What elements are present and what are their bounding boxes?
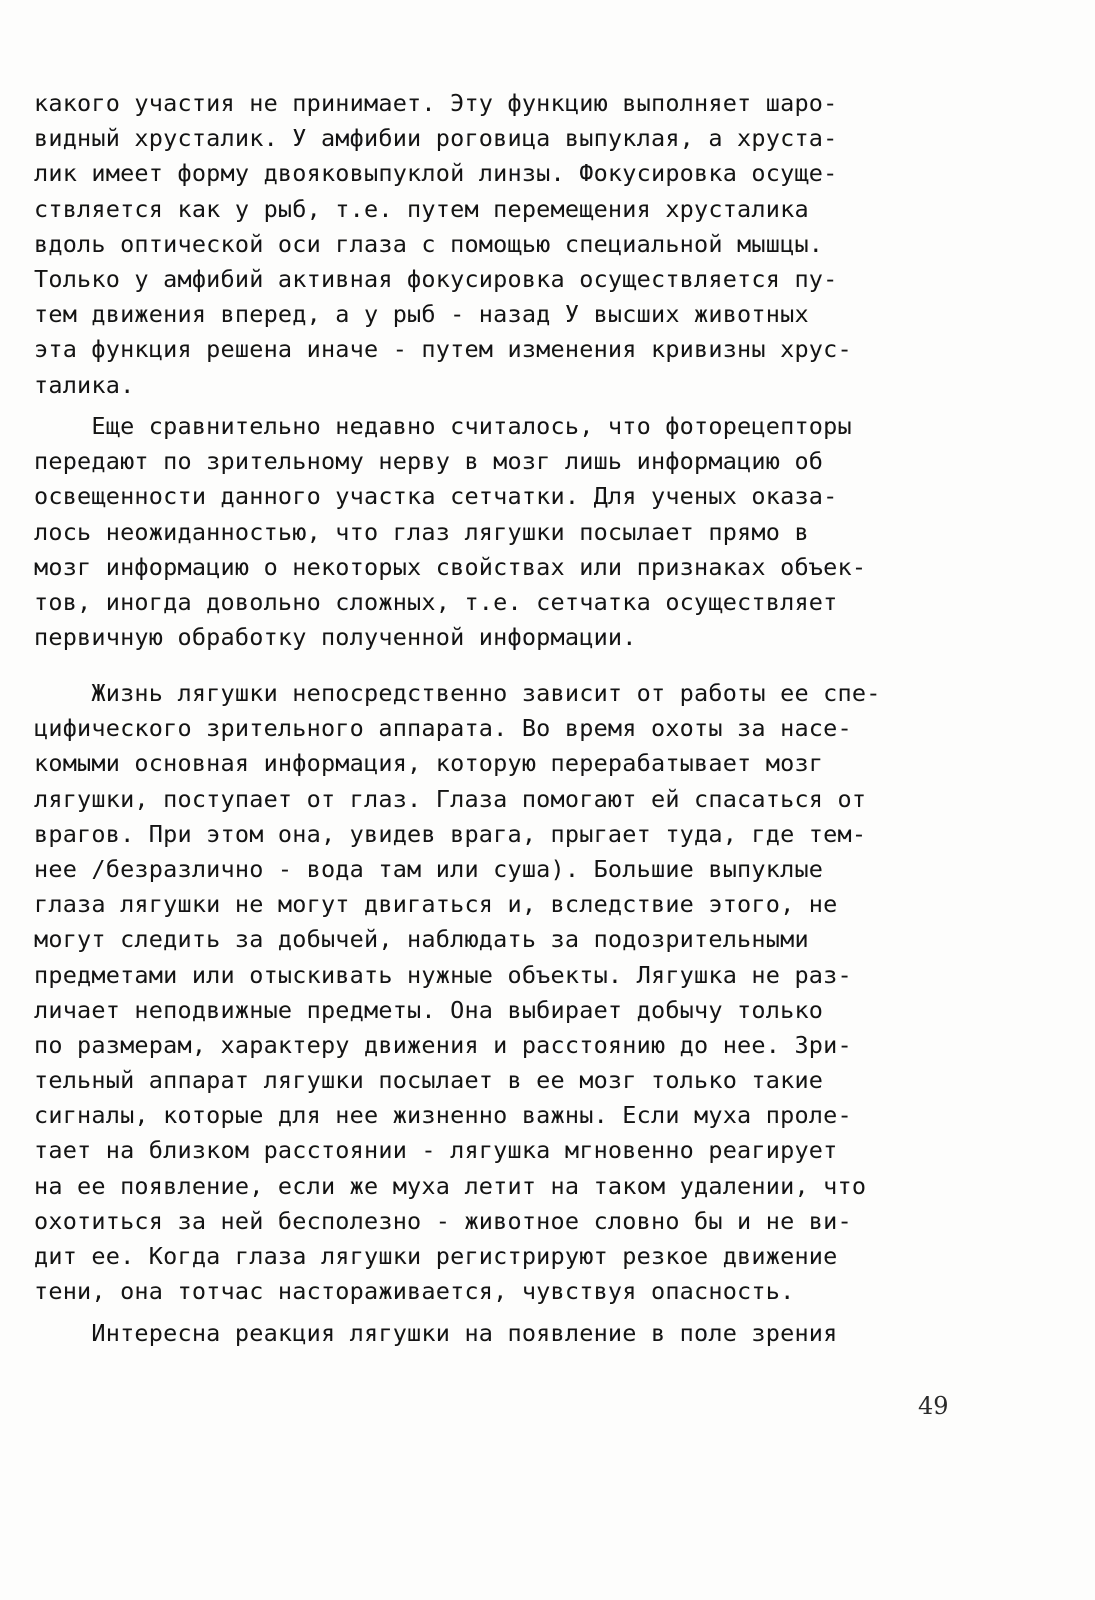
text-line: вдоль оптической оси глаза с помощью специальной мышцы.: [34, 229, 824, 258]
text-line: ствляется как у рыб, т.е. путем перемещения хрусталика: [34, 194, 809, 223]
text-line: Жизнь лягушки непосредственно зависит от работы ее спе-: [34, 679, 881, 707]
text-line: Только у амфибий активная фокусировка осуществляется пу-: [34, 264, 838, 293]
text-line: сигналы, которые для нее жизненно важны. Если муха проле-: [34, 1101, 852, 1130]
text-line: тени, она тотчас настораживается, чувствуя опасность.: [34, 1277, 795, 1306]
paragraph-reaction: [34, 1316, 1034, 1351]
text-line: нее /безразлично - вода там или суша). Большие выпуклые: [34, 854, 824, 883]
text-line: лик имеет форму двояковыпуклой линзы. Фокусировка осуще-: [34, 159, 838, 188]
text-line: охотиться за ней бесполезно - животное словно бы и не ви-: [34, 1206, 852, 1235]
text-line: первичную обработку полученной информации.: [34, 623, 637, 652]
text-line: могут следить за добычей, наблюдать за подозрительными: [34, 925, 809, 954]
paragraph-lens-focusing: [34, 86, 1034, 403]
text-line: какого участия не принимает. Эту функцию выполняет шаро-: [34, 89, 838, 117]
text-line: врагов. При этом она, увидев врага, прыгает туда, где тем-: [34, 819, 867, 848]
text-line: мозг информацию о некоторых свойствах или признаках объек-: [34, 552, 867, 581]
text-line: Еще сравнительно недавно считалось, что фоторецепторы: [34, 412, 852, 440]
text-line: тем движения вперед, а у рыб - назад У высших животных: [34, 300, 809, 329]
text-line: глаза лягушки не могут двигаться и, вследствие этого, не: [34, 890, 838, 919]
text-line: лось неожиданностью, что глаз лягушки посылает прямо в: [34, 517, 809, 546]
text-line: видный хрусталик. У амфибии роговица выпуклая, а хруста-: [34, 124, 838, 153]
paragraph-photoreceptors: [34, 409, 1034, 655]
text-line: личает неподвижные предметы. Она выбирает добычу только: [34, 995, 824, 1024]
text-line: комыми основная информация, которую перерабатывает мозг: [34, 749, 824, 778]
text-line: тает на близком расстоянии - лягушка мгновенно реагирует: [34, 1136, 838, 1165]
text-line: по размерам, характеру движения и расстоянию до нее. Зри-: [34, 1030, 852, 1059]
text-line: освещенности данного участка сетчатки. Для ученых оказа-: [34, 482, 838, 511]
text-line: дит ее. Когда глаза лягушки регистрируют резкое движение: [34, 1242, 838, 1270]
paragraph-frog-vision: [34, 676, 1034, 1309]
text-line: эта функция решена иначе - путем изменения кривизны хрус-: [34, 335, 852, 364]
text-line: цифического зрительного аппарата. Во время охоты за насе-: [34, 714, 852, 743]
text-line: Интересна реакция лягушки на появление в поле зрения: [34, 1319, 838, 1347]
text-line: лягушки, поступает от глаз. Глаза помогают ей спасаться от: [34, 784, 867, 813]
text-line: талика.: [34, 370, 135, 399]
page-number: 49: [918, 1392, 949, 1420]
text-line: тов, иногда довольно сложных, т.е. сетчатка осуществляет: [34, 587, 838, 616]
text-line: передают по зрительному нерву в мозг лишь информацию об: [34, 447, 824, 476]
text-line: тельный аппарат лягушки посылает в ее мозг только такие: [34, 1066, 824, 1095]
text-line: на ее появление, если же муха летит на таком удалении, что: [34, 1171, 867, 1200]
text-line: предметами или отыскивать нужные объекты. Лягушка не раз-: [34, 960, 852, 989]
